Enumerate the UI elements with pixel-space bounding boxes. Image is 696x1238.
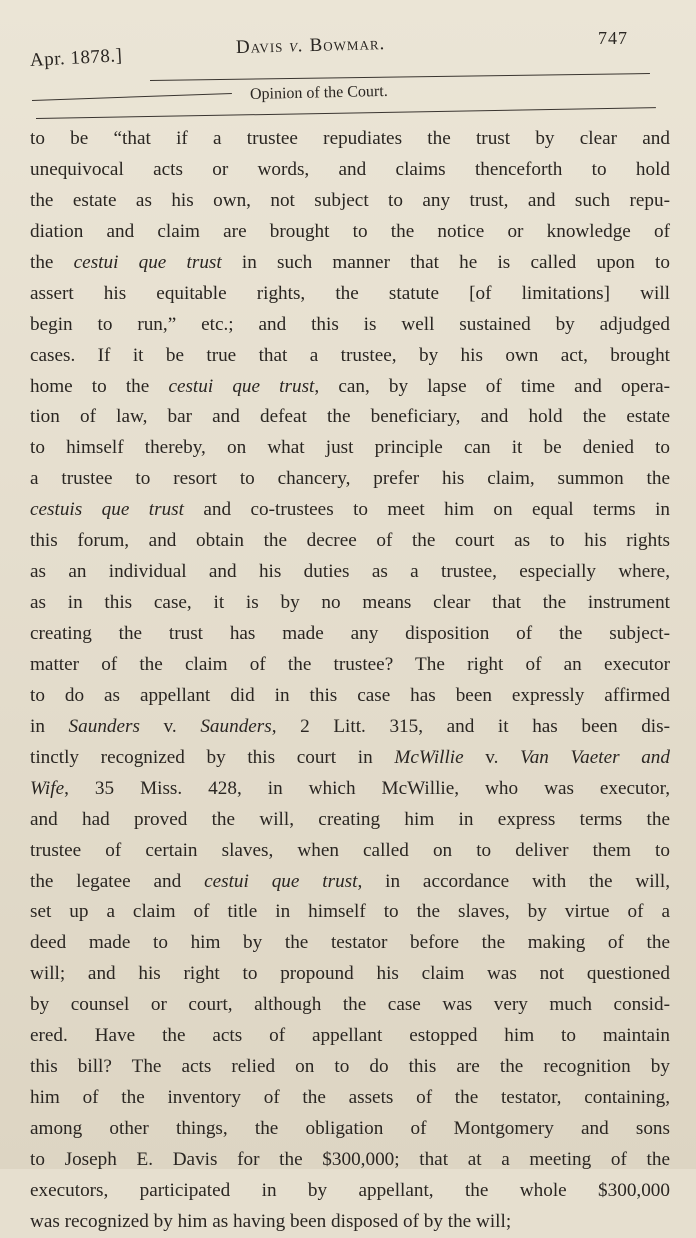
text-segment: begin to run,” etc.; and this is well sustained by adjudged [30,313,670,335]
section-rule-bottom [36,107,656,119]
text-segment: , 2 Litt. 315, and it has been dis- [271,715,670,737]
text-line [30,959,670,990]
text-segment: the estate as his own, not subject to any trust, and such repu- [30,189,670,211]
text-segment: v. [139,715,201,737]
text-segment: and had proved the will, creating him in express terms the [30,808,670,830]
text-line [30,897,670,928]
text-segment: as an individual and his duties as a trustee, especially where, [30,561,670,583]
text-segment: home to the [30,375,169,397]
text-line [30,279,670,310]
text-line [30,774,670,805]
text-line [30,124,670,155]
text-line [30,557,670,588]
text-segment: was recognized by him as having been disposed of by the will; [30,1210,512,1232]
text-line [30,186,670,217]
italic-text-segment: cestui que trust [204,870,358,892]
text-segment: diation and claim are brought to the notice or knowledge of [30,220,670,242]
text-segment: as in this case, it is by no means clear that the instrument [30,592,670,614]
section-label: Opinion of the Court. [249,82,388,103]
text-segment: assert his equitable rights, the statute [of limitations] will [30,282,670,304]
text-line [30,1021,670,1052]
text-segment: this bill? The acts relied on to do this are the recognition by [30,1056,670,1078]
text-segment: this forum, and obtain the decree of the court as to his rights [30,530,670,552]
text-line [30,928,670,959]
text-segment: unequivocal acts or words, and claims thenceforth to hold [30,158,670,180]
text-line [30,402,670,433]
text-segment: trustee of certain slaves, when called on to deliver them to [30,839,670,861]
text-line [30,1083,670,1114]
text-segment: ered. Have the acts of appellant estopped him to maintain [30,1025,670,1047]
text-segment: matter of the claim of the trustee? The right of an executor [30,653,670,675]
text-segment: executors, participated in by appellant, the whole $300,000 [30,1179,670,1201]
case-versus: v. [288,35,305,57]
text-segment: cases. If it be true that a trustee, by his own act, brought [30,344,670,366]
text-line [30,650,670,681]
text-line [30,681,670,712]
italic-text-segment: cestui que trust [73,251,222,273]
text-segment: in such manner that he is called upon to [221,251,670,273]
text-segment: tinctly recognized by this court in [30,746,395,768]
text-segment: deed made to him by the testator before the making of the [30,932,670,954]
text-line [30,836,670,867]
text-segment: a trustee to resort to chancery, prefer his claim, summon the [30,468,670,490]
text-segment: to do as appellant did in this case has been expressly affirmed [30,684,670,706]
text-segment: , in accordance with the will, [357,870,670,892]
text-segment: by counsel or court, although the case was very much consid- [30,994,670,1016]
text-line [30,433,670,464]
italic-text-segment: Saunders [68,715,140,737]
italic-text-segment: Saunders [200,715,272,737]
text-segment: and co-trustees to meet him on equal terms in [183,499,671,521]
text-line [30,155,670,186]
case-party-right: Bowmar. [309,33,386,57]
text-line [30,1114,670,1145]
text-segment: tion of law, bar and defeat the beneficiary, and hold the estate [30,406,670,428]
section-rule-left [32,93,232,101]
text-segment: , 35 Miss. 428, in which McWillie, who was executor, [64,777,670,799]
text-line [30,867,670,898]
text-segment: to himself thereby, on what just principle can it be denied to [30,437,670,459]
text-line [30,495,670,526]
header-rule [150,73,650,81]
running-head-case-title [236,33,386,59]
text-line [30,1207,670,1238]
text-segment: will; and his right to propound his claim was not questioned [30,963,670,985]
header-date: Apr. 1878.] [29,45,123,71]
text-segment: him of the inventory of the assets of the testator, containing, [30,1087,670,1109]
italic-text-segment: cestui que trust [168,375,315,397]
text-line [30,588,670,619]
text-line [30,248,670,279]
case-party-left: Davis [235,35,284,58]
text-line [30,990,670,1021]
page-number: 747 [598,28,628,48]
text-segment: the [30,251,74,273]
text-line [30,1052,670,1083]
text-line [30,743,670,774]
text-segment: the legatee and [30,870,205,892]
text-segment: , can, by lapse of time and opera- [314,375,670,397]
text-segment: among other things, the obligation of Montgomery and sons [30,1118,670,1139]
opinion-body-text [30,124,670,1238]
text-line [30,619,670,650]
text-segment: in [30,715,69,737]
text-segment: to be “that if a trustee repudiates the trust by clear and [30,128,670,149]
italic-text-segment: Wife [30,777,65,799]
italic-text-segment: McWillie [394,746,464,768]
text-line [30,217,670,248]
text-line [30,1176,670,1207]
text-line [30,526,670,557]
text-segment: set up a claim of title in himself to the slaves, by virtue of a [30,901,670,923]
text-line [30,712,670,743]
text-segment: to Joseph E. Davis for the $300,000; that at a meeting of the [30,1148,670,1170]
text-line [30,341,670,372]
italic-text-segment: Van Vaeter and [520,746,670,768]
text-line [30,805,670,836]
text-line [30,310,670,341]
text-line [30,464,670,495]
text-line [30,1145,670,1176]
text-line [30,372,670,403]
italic-text-segment: cestuis que trust [30,499,184,521]
text-segment: creating the trust has made any disposition of the subject- [30,623,670,644]
text-segment: v. [463,746,521,768]
